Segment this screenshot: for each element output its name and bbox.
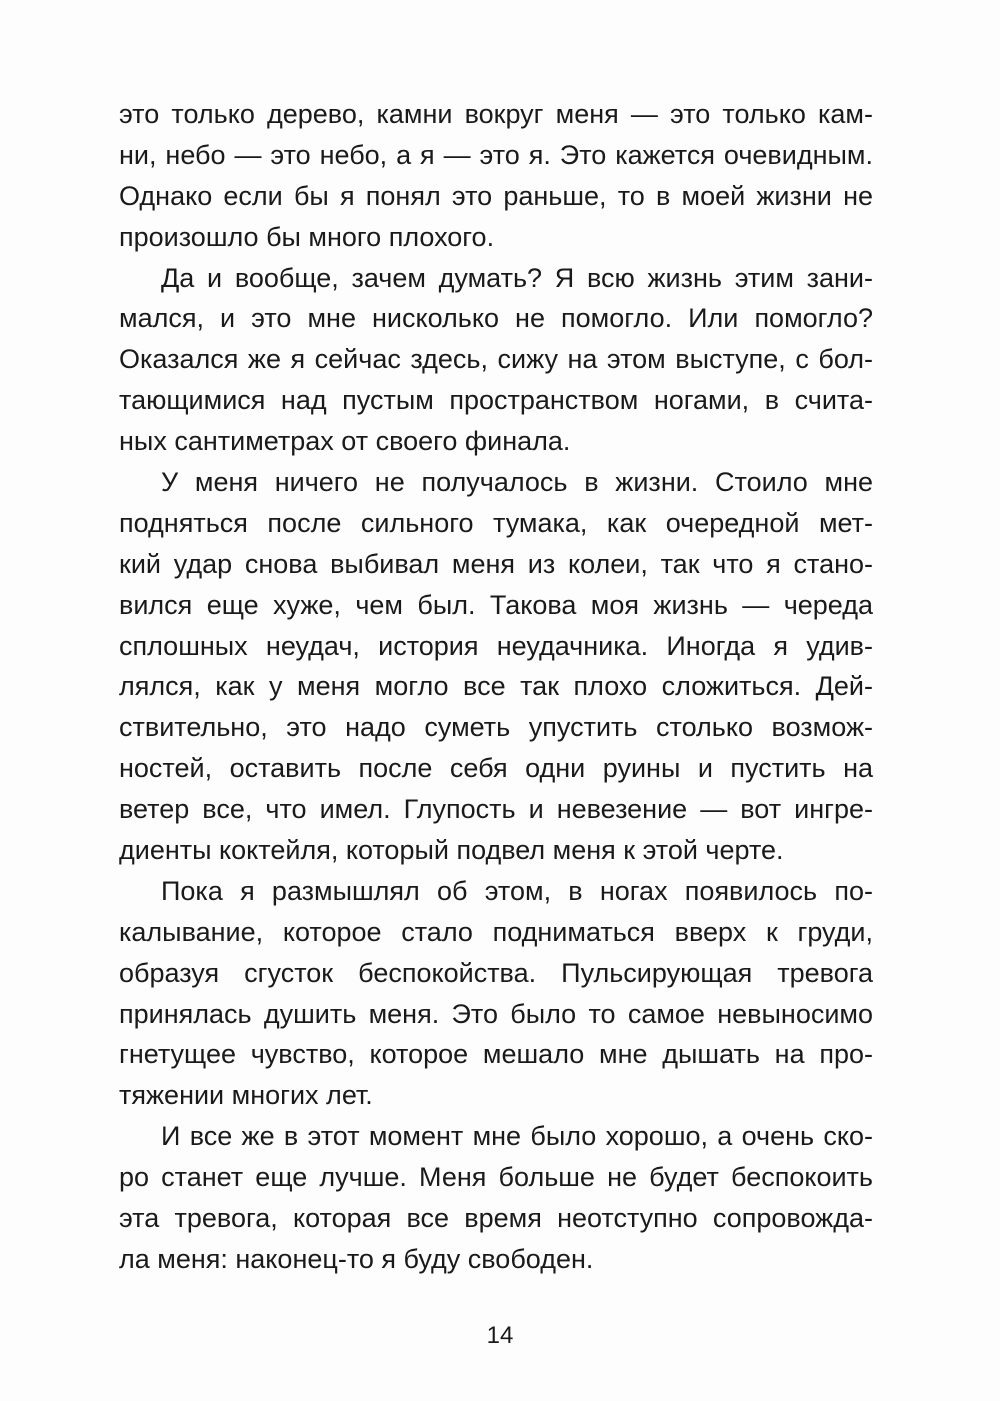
text-line: Оказался же я сейчас здесь, сижу на этом выступе, с бол- bbox=[119, 344, 873, 375]
text-line: лялся, как у меня могло все так плохо сложиться. Дей- bbox=[119, 671, 873, 702]
text-line: ных сантиметрах от своего финала. bbox=[119, 426, 571, 457]
text-line: кий удар снова выбивал меня из колеи, так что я стано- bbox=[119, 548, 873, 579]
text-line: мался, и это мне нисколько не помогло. Или помогло? bbox=[119, 303, 873, 334]
text-line: эта тревога, которая все время неотступно сопровожда- bbox=[119, 1203, 873, 1234]
text-line: ла меня: наконец-то я буду свободен. bbox=[119, 1243, 594, 1274]
text-line: тающимися над пустым пространством ногами, в счита- bbox=[119, 385, 873, 416]
text-line: принялась душить меня. Это было то самое невыносимо bbox=[119, 998, 873, 1029]
text-line: диенты коктейля, который подвел меня к этой черте. bbox=[119, 835, 784, 866]
text-line: калывание, которое стало подниматься вверх к груди, bbox=[119, 916, 873, 947]
text-line: образуя сгусток беспокойства. Пульсирующая тревога bbox=[119, 957, 873, 988]
text-line: У меня ничего не получалось в жизни. Стоило мне bbox=[161, 467, 873, 498]
text-line: сплошных неудач, история неудачника. Иногда я удив- bbox=[119, 630, 873, 661]
text-line: Однако если бы я понял это раньше, то в моей жизни не bbox=[119, 180, 873, 211]
text-line: ствительно, это надо суметь упустить столько возмож- bbox=[119, 712, 873, 743]
text-line: вился еще хуже, чем был. Такова моя жизнь — череда bbox=[119, 589, 873, 620]
text-line: гнетущее чувство, которое мешало мне дышать на про- bbox=[119, 1039, 873, 1070]
text-line: ветер все, что имел. Глупость и невезение — вот ингре- bbox=[119, 794, 873, 825]
text-line: ностей, оставить после себя одни руины и пустить на bbox=[119, 753, 873, 784]
text-line: Пока я размышлял об этом, в ногах появилось по- bbox=[161, 875, 873, 906]
text-line: ни, небо — это небо, а я — это я. Это кажется очевидным. bbox=[119, 139, 873, 170]
text-line: И все же в этот момент мне было хорошо, а очень ско- bbox=[161, 1121, 873, 1152]
text-line: произошло бы много плохого. bbox=[119, 221, 495, 252]
text-line: тяжении многих лет. bbox=[119, 1080, 373, 1111]
text-line: это только дерево, камни вокруг меня — это только кам- bbox=[119, 99, 873, 129]
body-text bbox=[119, 94, 873, 1280]
text-line: ро станет еще лучше. Меня больше не будет беспокоить bbox=[119, 1162, 873, 1193]
text-line: подняться после сильного тумака, как очередной мет- bbox=[119, 507, 873, 538]
page-number: 14 bbox=[486, 1322, 514, 1349]
text-line: Да и вообще, зачем думать? Я всю жизнь этим зани- bbox=[161, 262, 873, 293]
